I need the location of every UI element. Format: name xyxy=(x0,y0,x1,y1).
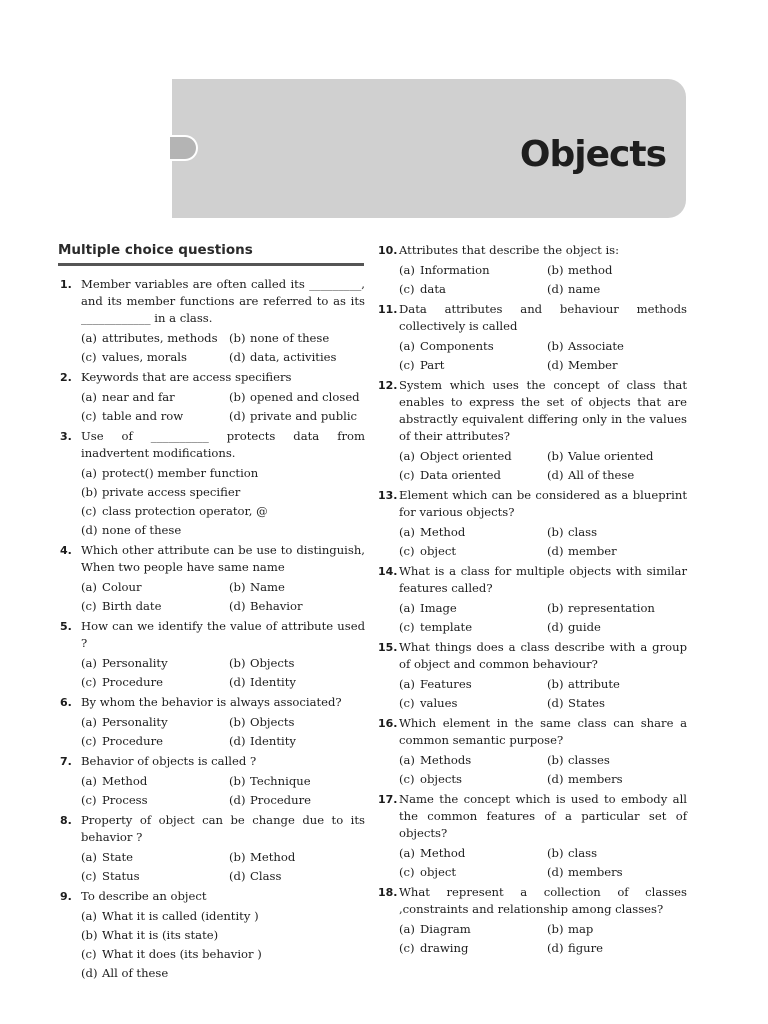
option-letter: (a) xyxy=(81,656,97,670)
answer-option xyxy=(229,732,365,751)
answer-option xyxy=(81,407,229,426)
answer-option xyxy=(547,447,687,466)
option-text: Personality xyxy=(102,715,168,729)
option-text: Procedure xyxy=(250,793,311,807)
answer-option xyxy=(547,920,687,939)
option-letter: (d) xyxy=(547,544,564,558)
option-text: Identity xyxy=(250,675,296,689)
option-letter: (a) xyxy=(399,922,415,936)
option-text: object xyxy=(420,865,457,879)
option-text: class protection operator, @ xyxy=(102,504,268,518)
question-number: 7. xyxy=(60,755,72,768)
option-letter: (a) xyxy=(81,909,97,923)
option-text: Diagram xyxy=(420,922,471,936)
option-text: map xyxy=(568,922,594,936)
option-text: values, morals xyxy=(102,350,187,364)
option-text: representation xyxy=(568,601,655,615)
option-text: guide xyxy=(568,620,601,634)
option-text: none of these xyxy=(102,523,182,537)
option-letter: (a) xyxy=(81,850,97,864)
question-number: 18. xyxy=(378,886,398,899)
answer-option xyxy=(547,770,687,789)
answer-option xyxy=(229,713,365,732)
answer-option xyxy=(81,907,365,926)
option-letter: (b) xyxy=(547,339,564,353)
answer-options xyxy=(399,447,687,485)
option-text: method xyxy=(568,263,613,277)
option-text: Components xyxy=(420,339,494,353)
option-letter: (c) xyxy=(399,772,415,786)
answer-option xyxy=(81,329,229,348)
option-text: Objects xyxy=(250,715,295,729)
option-text: Method xyxy=(102,774,148,788)
answer-option xyxy=(81,483,365,502)
question-number: 4. xyxy=(60,544,72,557)
option-letter: (b) xyxy=(229,715,246,729)
option-letter: (c) xyxy=(81,947,97,961)
question-item xyxy=(60,888,365,983)
option-text: What it does (its behavior ) xyxy=(102,947,262,961)
answer-option xyxy=(399,523,547,542)
answer-option xyxy=(81,348,229,367)
option-text: member xyxy=(568,544,617,558)
answer-options xyxy=(399,261,687,299)
option-letter: (a) xyxy=(399,677,415,691)
option-letter: (b) xyxy=(547,601,564,615)
question-item xyxy=(60,618,365,692)
answer-option xyxy=(81,521,365,540)
question-number: 8. xyxy=(60,814,72,827)
question-item xyxy=(60,428,365,540)
question-text: Keywords that are access specifiers xyxy=(81,370,292,384)
question-text: Behavior of objects is called ? xyxy=(81,754,257,768)
option-letter: (b) xyxy=(547,525,564,539)
option-text: Method xyxy=(420,846,466,860)
question-item xyxy=(60,542,365,616)
answer-option xyxy=(81,791,229,810)
option-text: values xyxy=(420,696,458,710)
option-text: attributes, methods xyxy=(102,331,218,345)
answer-options xyxy=(81,388,365,426)
right-question-column xyxy=(378,242,687,960)
option-letter: (b) xyxy=(229,774,246,788)
question-text: Which other attribute can be use to distinguish, When two people have same name xyxy=(81,543,365,574)
option-letter: (d) xyxy=(229,350,246,364)
option-letter: (b) xyxy=(547,753,564,767)
option-letter: (b) xyxy=(229,390,246,404)
option-text: All of these xyxy=(568,468,635,482)
option-text: private and public xyxy=(250,409,358,423)
question-item xyxy=(60,694,365,751)
option-text: drawing xyxy=(420,941,469,955)
question-number: 13. xyxy=(378,489,398,502)
question-item xyxy=(378,487,687,561)
question-number: 6. xyxy=(60,696,72,709)
option-text: Behavior xyxy=(250,599,303,613)
option-letter: (c) xyxy=(399,865,415,879)
option-text: members xyxy=(568,772,623,786)
left-question-column xyxy=(60,276,365,985)
option-text: Method xyxy=(420,525,466,539)
option-letter: (d) xyxy=(229,869,246,883)
question-item xyxy=(378,563,687,637)
option-text: Image xyxy=(420,601,457,615)
answer-option xyxy=(399,675,547,694)
answer-options xyxy=(81,848,365,886)
answer-option xyxy=(229,772,365,791)
question-text: Data attributes and behaviour methods collectively is called xyxy=(399,302,687,333)
answer-option xyxy=(81,673,229,692)
option-text: Procedure xyxy=(102,734,163,748)
answer-option xyxy=(399,280,547,299)
question-number: 1. xyxy=(60,278,72,291)
question-number: 17. xyxy=(378,793,398,806)
answer-option xyxy=(81,926,365,945)
answer-option xyxy=(81,578,229,597)
question-number: 5. xyxy=(60,620,72,633)
option-text: objects xyxy=(420,772,462,786)
option-letter: (c) xyxy=(81,793,97,807)
question-text: Name the concept which is used to embody all the common features of a particular set of objects? xyxy=(399,792,687,840)
option-text: Value oriented xyxy=(568,449,654,463)
option-text: members xyxy=(568,865,623,879)
question-number: 10. xyxy=(378,244,398,257)
option-letter: (d) xyxy=(229,409,246,423)
option-text: Name xyxy=(250,580,285,594)
question-item xyxy=(378,715,687,789)
option-letter: (c) xyxy=(399,358,415,372)
option-letter: (a) xyxy=(399,525,415,539)
banner-tab-hole xyxy=(170,135,198,161)
question-text: Element which can be considered as a blueprint for various objects? xyxy=(399,488,687,519)
option-text: data, activities xyxy=(250,350,337,364)
question-item xyxy=(378,791,687,882)
question-text: Use of __________ protects data from inadvertent modifications. xyxy=(81,429,365,460)
question-text: What represent a collection of classes ,constraints and relationship among classes? xyxy=(399,885,687,916)
option-letter: (a) xyxy=(399,449,415,463)
option-letter: (c) xyxy=(399,282,415,296)
section-heading: Multiple choice questions xyxy=(58,242,364,266)
option-letter: (c) xyxy=(81,350,97,364)
answer-option xyxy=(81,772,229,791)
question-item xyxy=(378,884,687,958)
answer-option xyxy=(547,599,687,618)
question-text: Member variables are often called its _________, and its member functions are referred to as its ____________ in a class. xyxy=(81,277,365,325)
question-number: 12. xyxy=(378,379,398,392)
option-letter: (a) xyxy=(399,601,415,615)
option-letter: (d) xyxy=(547,358,564,372)
answer-options xyxy=(81,713,365,751)
option-text: class xyxy=(568,525,598,539)
question-item xyxy=(60,276,365,367)
option-letter: (c) xyxy=(81,675,97,689)
answer-options xyxy=(399,751,687,789)
question-item xyxy=(378,301,687,375)
answer-option xyxy=(399,844,547,863)
question-text: By whom the behavior is always associated? xyxy=(81,695,342,709)
answer-option xyxy=(547,939,687,958)
option-text: Class xyxy=(250,869,282,883)
answer-option xyxy=(547,466,687,485)
option-text: opened and closed xyxy=(250,390,360,404)
option-text: attribute xyxy=(568,677,620,691)
option-text: Method xyxy=(250,850,296,864)
answer-options xyxy=(399,599,687,637)
answer-option xyxy=(547,542,687,561)
answer-option xyxy=(229,848,365,867)
option-letter: (b) xyxy=(229,580,246,594)
question-number: 11. xyxy=(378,303,398,316)
option-letter: (b) xyxy=(229,331,246,345)
question-number: 3. xyxy=(60,430,72,443)
option-text: Procedure xyxy=(102,675,163,689)
question-number: 15. xyxy=(378,641,398,654)
answer-option xyxy=(81,732,229,751)
option-text: What it is called (identity ) xyxy=(102,909,259,923)
answer-option xyxy=(81,848,229,867)
option-letter: (a) xyxy=(399,846,415,860)
answer-option xyxy=(229,578,365,597)
option-letter: (c) xyxy=(81,504,97,518)
question-text: Attributes that describe the object is: xyxy=(399,243,620,257)
answer-option xyxy=(399,599,547,618)
question-number: 2. xyxy=(60,371,72,384)
option-text: Process xyxy=(102,793,148,807)
option-text: Birth date xyxy=(102,599,162,613)
answer-options xyxy=(81,329,365,367)
answer-option xyxy=(81,654,229,673)
option-text: Status xyxy=(102,869,140,883)
option-text: Member xyxy=(568,358,618,372)
answer-options xyxy=(81,464,365,540)
option-letter: (c) xyxy=(81,599,97,613)
answer-option xyxy=(547,844,687,863)
option-letter: (b) xyxy=(229,656,246,670)
option-letter: (b) xyxy=(547,922,564,936)
answer-options xyxy=(399,844,687,882)
answer-option xyxy=(547,863,687,882)
answer-options xyxy=(81,907,365,983)
option-text: data xyxy=(420,282,446,296)
option-text: table and row xyxy=(102,409,184,423)
answer-option xyxy=(399,770,547,789)
option-letter: (d) xyxy=(547,468,564,482)
answer-option xyxy=(81,597,229,616)
option-text: Identity xyxy=(250,734,296,748)
option-text: none of these xyxy=(250,331,330,345)
answer-option xyxy=(81,867,229,886)
answer-option xyxy=(229,791,365,810)
answer-option xyxy=(547,280,687,299)
answer-option xyxy=(399,261,547,280)
option-text: Associate xyxy=(568,339,624,353)
option-letter: (a) xyxy=(399,263,415,277)
answer-option xyxy=(399,939,547,958)
option-text: Colour xyxy=(102,580,142,594)
option-letter: (a) xyxy=(81,331,97,345)
option-letter: (d) xyxy=(229,734,246,748)
option-letter: (a) xyxy=(81,580,97,594)
question-text: What things does a class describe with a group of object and common behaviour? xyxy=(399,640,687,671)
answer-option xyxy=(547,694,687,713)
option-text: Data oriented xyxy=(420,468,501,482)
option-text: Object oriented xyxy=(420,449,512,463)
answer-option xyxy=(547,523,687,542)
option-text: Methods xyxy=(420,753,472,767)
option-letter: (d) xyxy=(547,282,564,296)
option-letter: (b) xyxy=(547,846,564,860)
option-text: Part xyxy=(420,358,445,372)
question-text: To describe an object xyxy=(81,889,207,903)
answer-option xyxy=(399,447,547,466)
option-letter: (d) xyxy=(81,523,98,537)
option-text: Information xyxy=(420,263,490,277)
answer-option xyxy=(399,751,547,770)
option-letter: (a) xyxy=(399,339,415,353)
option-letter: (c) xyxy=(399,696,415,710)
answer-option xyxy=(399,863,547,882)
option-text: Objects xyxy=(250,656,295,670)
answer-option xyxy=(399,920,547,939)
answer-option xyxy=(547,675,687,694)
answer-options xyxy=(399,523,687,561)
option-letter: (d) xyxy=(229,793,246,807)
question-text: Which element in the same class can share a common semantic purpose? xyxy=(399,716,687,747)
answer-option xyxy=(229,348,365,367)
answer-option xyxy=(399,618,547,637)
answer-option xyxy=(81,464,365,483)
option-letter: (b) xyxy=(81,485,98,499)
answer-options xyxy=(81,578,365,616)
question-text: What is a class for multiple objects with similar features called? xyxy=(399,564,687,595)
answer-option xyxy=(399,337,547,356)
question-item xyxy=(60,812,365,886)
option-letter: (d) xyxy=(547,696,564,710)
question-number: 9. xyxy=(60,890,72,903)
option-letter: (b) xyxy=(547,263,564,277)
option-letter: (b) xyxy=(547,449,564,463)
answer-options xyxy=(399,675,687,713)
answer-option xyxy=(229,407,365,426)
question-text: System which uses the concept of class that enables to express the set of objects that are abstractly equivalent differing only in the values of their attributes? xyxy=(399,378,687,443)
answer-option xyxy=(229,597,365,616)
option-letter: (d) xyxy=(229,599,246,613)
option-text: State xyxy=(102,850,134,864)
answer-option xyxy=(229,654,365,673)
answer-option xyxy=(399,356,547,375)
option-letter: (a) xyxy=(399,753,415,767)
option-letter: (c) xyxy=(399,468,415,482)
option-letter: (c) xyxy=(81,409,97,423)
answer-options xyxy=(399,920,687,958)
question-item xyxy=(60,369,365,426)
option-letter: (b) xyxy=(81,928,98,942)
answer-option xyxy=(547,337,687,356)
answer-option xyxy=(81,388,229,407)
answer-option xyxy=(81,502,365,521)
option-letter: (d) xyxy=(547,620,564,634)
option-text: All of these xyxy=(102,966,169,980)
option-text: private access specifier xyxy=(102,485,241,499)
option-text: classes xyxy=(568,753,610,767)
option-text: protect() member function xyxy=(102,466,259,480)
option-letter: (d) xyxy=(547,772,564,786)
answer-option xyxy=(547,356,687,375)
option-letter: (c) xyxy=(399,620,415,634)
option-letter: (d) xyxy=(547,941,564,955)
option-text: name xyxy=(568,282,601,296)
answer-options xyxy=(399,337,687,375)
option-letter: (d) xyxy=(229,675,246,689)
option-letter: (a) xyxy=(81,774,97,788)
option-letter: (c) xyxy=(399,544,415,558)
question-item xyxy=(378,242,687,299)
answer-option xyxy=(547,261,687,280)
answer-option xyxy=(399,542,547,561)
answer-option xyxy=(399,466,547,485)
chapter-title: Objects xyxy=(519,134,666,175)
answer-option xyxy=(547,618,687,637)
option-text: Features xyxy=(420,677,472,691)
option-letter: (c) xyxy=(81,869,97,883)
answer-option xyxy=(399,694,547,713)
option-text: Technique xyxy=(250,774,311,788)
answer-option xyxy=(81,713,229,732)
option-text: near and far xyxy=(102,390,175,404)
option-letter: (b) xyxy=(229,850,246,864)
option-text: figure xyxy=(568,941,604,955)
option-letter: (c) xyxy=(81,734,97,748)
question-number: 16. xyxy=(378,717,398,730)
question-item xyxy=(378,377,687,485)
question-text: Property of object can be change due to its behavior ? xyxy=(81,813,365,844)
option-text: Personality xyxy=(102,656,168,670)
answer-option xyxy=(81,945,365,964)
question-item xyxy=(60,753,365,810)
answer-option xyxy=(81,964,365,983)
option-letter: (b) xyxy=(547,677,564,691)
option-letter: (d) xyxy=(547,865,564,879)
option-text: What it is (its state) xyxy=(102,928,219,942)
answer-option xyxy=(547,751,687,770)
answer-options xyxy=(81,654,365,692)
option-text: object xyxy=(420,544,457,558)
question-text: How can we identify the value of attribute used ? xyxy=(81,619,365,650)
question-item xyxy=(378,639,687,713)
option-letter: (a) xyxy=(81,466,97,480)
answer-option xyxy=(229,867,365,886)
question-number: 14. xyxy=(378,565,398,578)
option-letter: (c) xyxy=(399,941,415,955)
option-letter: (d) xyxy=(81,966,98,980)
option-letter: (a) xyxy=(81,390,97,404)
answer-options xyxy=(81,772,365,810)
answer-option xyxy=(229,329,365,348)
option-text: template xyxy=(420,620,473,634)
answer-option xyxy=(229,388,365,407)
option-letter: (a) xyxy=(81,715,97,729)
option-text: States xyxy=(568,696,605,710)
option-text: class xyxy=(568,846,598,860)
answer-option xyxy=(229,673,365,692)
